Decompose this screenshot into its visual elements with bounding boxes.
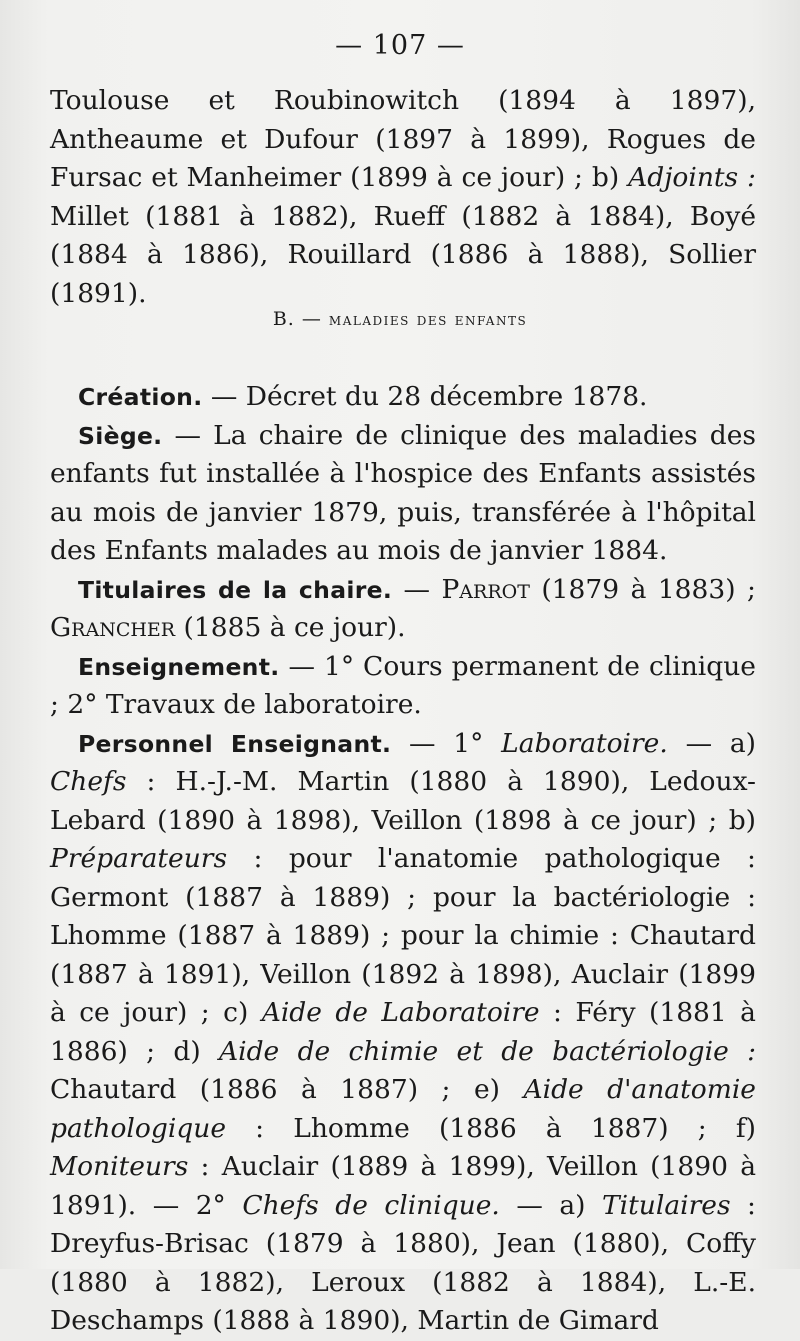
personnel-text: : H.-J.-M. Martin (1880 à 1890), Ledoux-Lebard (1890 à 1898), Veillon (1898 à ce jour) ; b) (50, 766, 756, 836)
personnel-text: : Auclair (1889 à 1899), Veillon (1890 à 1891). — 2° (50, 1151, 756, 1221)
personnel-italic: Aide d'anatomie pathologique (50, 1074, 756, 1144)
personnel-italic: Titulaires (601, 1189, 731, 1221)
personnel-italic: Préparateurs (50, 843, 228, 874)
page-number: — 107 — (335, 30, 465, 61)
titulaires-text-2: (1879 à 1883) ; (529, 573, 756, 605)
personnel-italic: Laboratoire. (501, 727, 668, 759)
personnel-text: : Dreyfus-Brisac (1879 à 1880), Jean (1880), Coffy (1880 à 1882), Leroux (1882 à 1884), L.-E. Deschamps (1888 à 1890), Martin de Gimard (50, 1189, 756, 1336)
titulaire-name-parrot: Parrot (441, 573, 530, 605)
personnel-italic: Aide de Laboratoire (261, 997, 540, 1028)
section-title (0, 308, 800, 330)
enseignement-heading: Enseignement. (78, 652, 280, 681)
enseignement-paragraph (50, 648, 756, 725)
titulaire-name-grancher: Grancher (50, 612, 176, 643)
intro-paragraph (50, 82, 756, 313)
personnel-heading: Personnel Enseignant. (78, 729, 392, 758)
personnel-text: : pour l'anatomie pathologique : Germont (1887 à 1889) ; pour la bactériologie : Lhomme (1887 à 1889) ; pour la chimie : Chautard (1887 à 1891), Veillon (1892 à 1898), Auclair (1899 à ce jour) ; c) (50, 843, 756, 1028)
personnel-italic: Aide de chimie et de bactériologie : (218, 1035, 756, 1067)
siege-paragraph (50, 417, 756, 571)
personnel-italic: Chefs de clinique. (242, 1189, 500, 1221)
intro-text-2: Millet (1881 à 1882), Rueff (1882 à 1884), Boyé (1884 à 1886), Rouillard (1886 à 1888), Sollier (1891). (50, 200, 756, 309)
titulaires-text: — (392, 573, 442, 605)
creation-text: — Décret du 28 décembre 1878. (202, 381, 648, 412)
section-name: maladies des enfants (328, 310, 528, 330)
creation-paragraph (50, 378, 756, 417)
personnel-text: — a) (667, 727, 756, 759)
personnel-text: — a) (499, 1189, 602, 1221)
adjoints-label: Adjoints : (628, 162, 756, 193)
intro-text: Toulouse et Roubinowitch (1894 à 1897), Antheaume et Dufour (1897 à 1899), Rogues de Fursac et Manheimer (1899 à ce jour) ; b) (50, 85, 756, 193)
titulaires-paragraph (50, 571, 756, 648)
section-letter: B. — (272, 308, 329, 330)
personnel-text: : Féry (1881 à 1886) ; d) (50, 997, 756, 1067)
titulaires-heading: Titulaires de la chaire. (78, 575, 393, 604)
chair-content (50, 378, 756, 1341)
personnel-text: — 1° (391, 727, 502, 759)
personnel-paragraph (50, 725, 756, 1341)
siege-heading: Siège. (78, 421, 163, 450)
personnel-italic: Moniteurs (50, 1151, 189, 1182)
enseignement-text: — 1° Cours permanent de clinique ; 2° Travaux de laboratoire. (50, 650, 756, 720)
siege-text: — La chaire de clinique des maladies des enfants fut installée à l'hospice des Enfants assistés au mois de janvier 1879, puis, transférée à l'hôpital des Enfants malades au mois de janvier 1884. (50, 419, 756, 566)
personnel-text: Chautard (1886 à 1887) ; e) (50, 1074, 524, 1105)
personnel-italic: Chefs (50, 766, 127, 797)
creation-heading: Création. (78, 383, 203, 411)
personnel-text: : Lhomme (1886 à 1887) ; f) (226, 1112, 756, 1144)
titulaires-text-3: (1885 à ce jour). (175, 612, 406, 643)
